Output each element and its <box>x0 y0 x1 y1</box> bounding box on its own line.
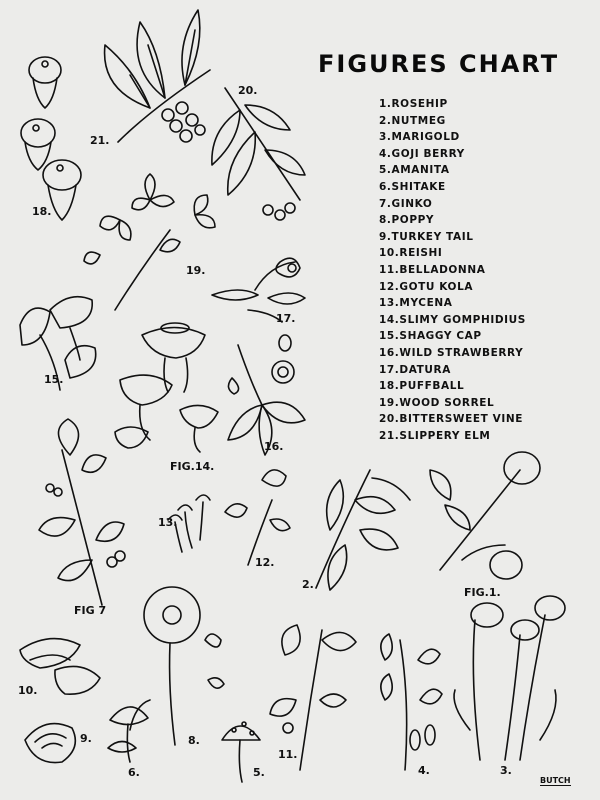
figure-label-20: 20. <box>238 84 258 97</box>
figure-label-12: 12. <box>255 556 275 569</box>
wood-sorrel-illustration <box>84 174 215 310</box>
legend-item: 18.PUFFBALL <box>379 380 465 393</box>
figure-label-14: FIG.14. <box>170 460 215 473</box>
legend-item: 15.SHAGGY CAP <box>379 330 482 343</box>
legend-item: 16.WILD STRAWBERRY <box>379 346 524 359</box>
rosehip-illustration <box>430 452 540 579</box>
figure-label-8: 8. <box>188 734 200 747</box>
legend-item: 5.AMANITA <box>379 164 450 177</box>
legend-item: 17.DATURA <box>379 363 451 376</box>
legend-item: 7.GINKO <box>379 197 433 210</box>
figure-label-19: 19. <box>186 264 206 277</box>
datura-illustration <box>212 258 305 351</box>
legend-item: 11.BELLADONNA <box>379 263 486 276</box>
figure-label-7: FIG 7 <box>74 604 107 617</box>
turkey-tail-illustration <box>25 724 75 763</box>
ginko-illustration <box>39 419 125 605</box>
legend-item: 9.TURKEY TAIL <box>379 230 474 243</box>
figure-label-16: 16. <box>264 440 284 453</box>
legend-item: 10.REISHI <box>379 247 443 260</box>
legend-item: 2.NUTMEG <box>379 114 446 127</box>
figure-label-3: 3. <box>500 764 512 777</box>
marigold-illustration <box>454 596 565 760</box>
artist-signature: BUTCH <box>540 776 571 785</box>
legend-item: 4.GOJI BERRY <box>379 147 465 160</box>
shitake-illustration <box>108 707 148 762</box>
figure-label-18: 18. <box>32 205 52 218</box>
figure-label-2: 2. <box>302 578 314 591</box>
bittersweet-vine-illustration <box>212 88 305 220</box>
legend-item: 20.BITTERSWEET VINE <box>379 413 524 426</box>
figure-label-1: FIG.1. <box>464 586 501 599</box>
figure-label-10: 10. <box>18 684 38 697</box>
wild-strawberry-illustration <box>228 345 305 455</box>
nutmeg-illustration <box>316 470 410 590</box>
figure-label-17: 17. <box>276 312 296 325</box>
legend-item: 12.GOTU KOLA <box>379 280 474 293</box>
slippery-elm-illustration <box>105 10 210 142</box>
figure-label-4: 4. <box>418 764 430 777</box>
figure-label-21: 21. <box>90 134 110 147</box>
goji-berry-illustration <box>381 634 442 770</box>
figure-label-13: 13. <box>158 516 178 529</box>
figure-label-6: 6. <box>128 766 140 779</box>
figure-label-11: 11. <box>278 748 298 761</box>
figure-label-15: 15. <box>44 373 64 386</box>
legend-item: 19.WOOD SORREL <box>379 396 495 409</box>
legend-item: 14.SLIMY GOMPHIDIUS <box>379 313 526 326</box>
legend-item: 8.POPPY <box>379 214 435 227</box>
poppy-illustration <box>130 587 224 745</box>
gotu-kola-illustration <box>225 470 290 565</box>
legend-item: 1.ROSEHIP <box>379 98 448 110</box>
slimy-gomphidius-illustration <box>115 323 218 452</box>
legend-item: 21.SLIPPERY ELM <box>379 429 491 442</box>
legend-item: 13.MYCENA <box>379 297 453 310</box>
figure-legend <box>379 96 526 444</box>
legend-item: 3.MARIGOLD <box>379 131 460 144</box>
legend-item: 6.SHITAKE <box>379 180 446 193</box>
page-title: FIGURES CHART <box>318 50 560 78</box>
figure-label-9: 9. <box>80 732 92 745</box>
figure-label-5: 5. <box>253 766 265 779</box>
puffball-illustration <box>21 57 81 220</box>
